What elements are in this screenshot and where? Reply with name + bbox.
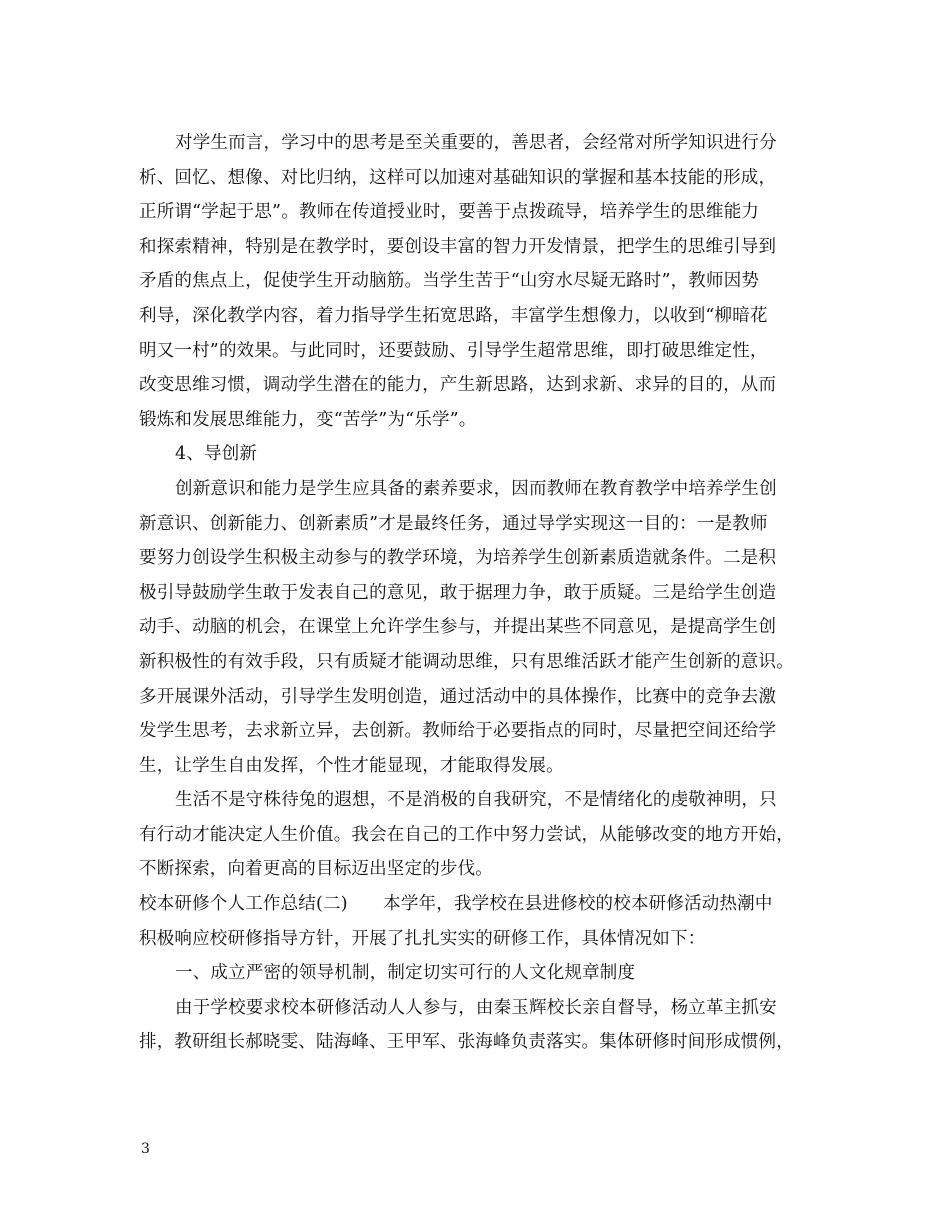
text-line: 校本研修个人工作总结(二) 本学年，我学校在县进修校的校本研修活动热潮中 bbox=[139, 894, 773, 915]
text-line: 创新意识和能力是学生应具备的素养要求，因而教师在教育教学中培养学生创 bbox=[175, 478, 777, 499]
text-line: 利导，深化教学内容，着力指导学生拓宽思路，丰富学生想像力，以收到“柳暗花 bbox=[139, 305, 768, 326]
text-line: 排，教研组长郝晓雯、陆海峰、王甲军、张海峰负责落实。集体研修时间形成惯例， bbox=[139, 1032, 794, 1053]
text-line: 正所谓“学起于思”。教师在传道授业时，要善于点拨疏导，培养学生的思维能力 bbox=[139, 202, 760, 223]
text-line: 有行动才能决定人生价值。我会在自己的工作中努力尝试，从能够改变的地方开始， bbox=[139, 824, 794, 845]
text-line: 生活不是守株待兔的遐想，不是消极的自我研究，不是情绪化的虔敬神明，只 bbox=[175, 790, 777, 811]
text-line: 不断探索，向着更高的目标迈出坚定的步伐。 bbox=[139, 859, 493, 880]
text-line: 析、回忆、想像、对比归纳，这样可以加速对基础知识的掌握和基本技能的形成， bbox=[139, 167, 777, 188]
text-line: 动手、动脑的机会，在课堂上允许学生参与，并提出某些不同意见，是提高学生创 bbox=[139, 617, 777, 638]
text-line: 由于学校要求校本研修活动人人参与，由秦玉辉校长亲自督导，杨立革主抓安 bbox=[175, 997, 777, 1018]
text-line: 极引导鼓励学生敢于发表自己的意见，敢于据理力争，敢于质疑。三是给学生创造 bbox=[139, 582, 777, 603]
text-line: 发学生思考，去求新立异，去创新。教师给于必要指点的同时，尽量把空间还给学 bbox=[139, 721, 777, 742]
text-line: 明又一村”的效果。与此同时，还要鼓励、引导学生超常思维，即打破思维定性， bbox=[139, 340, 768, 361]
text-line: 多开展课外活动，引导学生发明创造，通过活动中的具体操作，比赛中的竞争去激 bbox=[139, 686, 777, 707]
text-line: 新积极性的有效手段，只有质疑才能调动思维，只有思维活跃才能产生创新的意识。 bbox=[139, 651, 794, 672]
page-number: 3 bbox=[141, 1141, 150, 1157]
text-line: 对学生而言，学习中的思考是至关重要的，善思者，会经常对所学知识进行分 bbox=[175, 133, 777, 153]
text-line: 要努力创设学生积极主动参与的教学环境，为培养学生创新素质造就条件。二是积 bbox=[139, 548, 777, 569]
text-line: 一、成立严密的领导机制，制定切实可行的人文化规章制度 bbox=[175, 963, 636, 984]
text-line: 改变思维习惯，调动学生潜在的能力，产生新思路，达到求新、求异的目的，从而 bbox=[139, 375, 777, 396]
text-line: 积极响应校研修指导方针，开展了扎扎实实的研修工作，具体情况如下： bbox=[139, 928, 706, 949]
text-line: 和探索精神，特别是在教学时，要创设丰富的智力开发情景，把学生的思维引导到 bbox=[139, 236, 777, 257]
text-line: 新意识、创新能力、创新素质”才是最终任务，通过导学实现这一目的：一是教师 bbox=[139, 513, 768, 534]
text-line: 矛盾的焦点上，促使学生开动脑筋。当学生苦于“山穷水尽疑无路时”，教师因势 bbox=[139, 271, 760, 292]
text-line: 4、导创新 bbox=[175, 444, 258, 465]
text-line: 锻炼和发展思维能力，变“苦学”为“乐学”。 bbox=[139, 409, 477, 430]
text-line: 生，让学生自由发挥，个性才能显现，才能取得发展。 bbox=[139, 755, 564, 776]
document-body bbox=[139, 126, 819, 1060]
